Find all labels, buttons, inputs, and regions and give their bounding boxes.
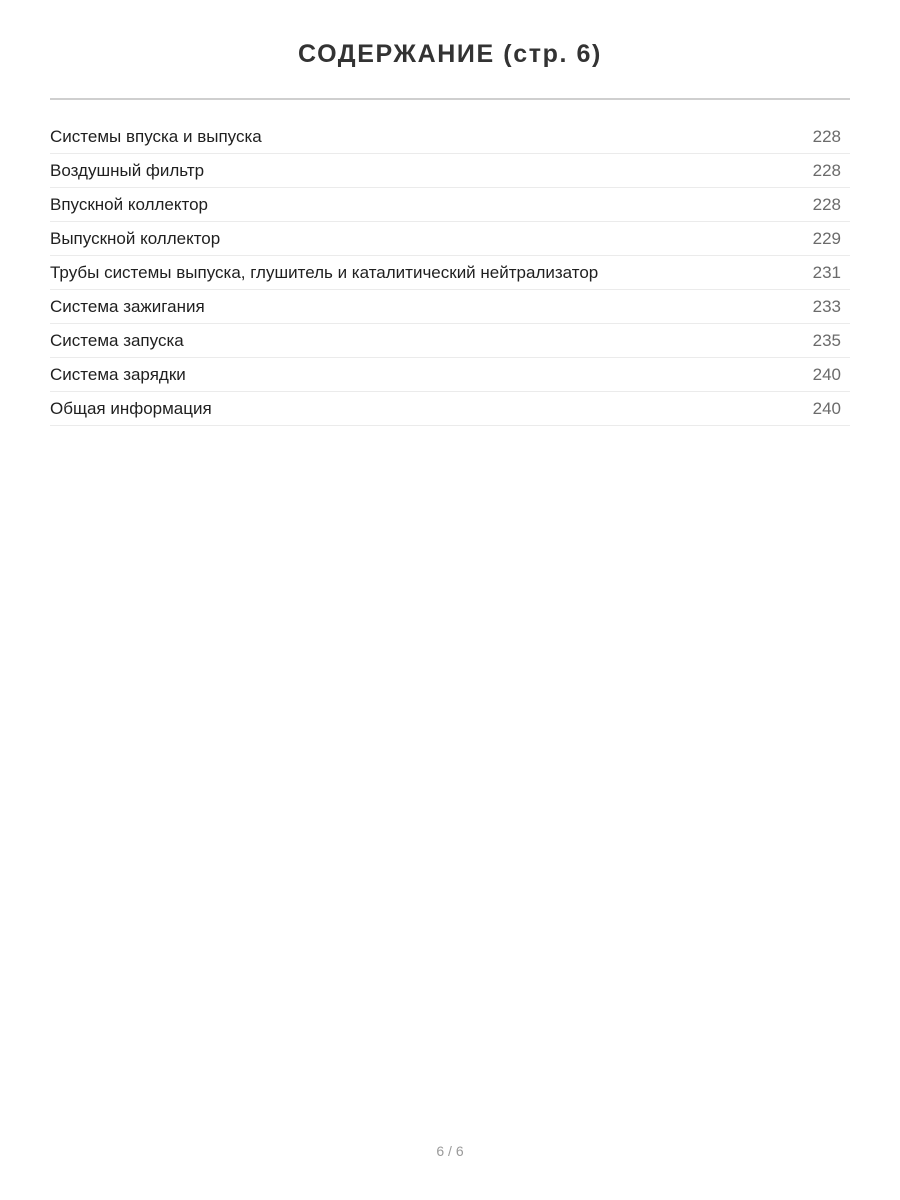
toc-entry-page-number: 233	[812, 296, 841, 316]
toc-entry-label: Система зажигания	[50, 296, 205, 316]
toc-entry-label: Выпускной коллектор	[50, 228, 221, 248]
toc-entry-page-number: 228	[812, 126, 841, 146]
toc-entry-page-number: 235	[812, 330, 841, 350]
toc-entry-exhaust-manifold[interactable]	[50, 222, 850, 256]
toc-entry-exhaust-pipes-muffler-catalyst[interactable]	[50, 256, 850, 290]
toc-entry-label: Система зарядки	[50, 364, 186, 384]
toc-entry-page-number: 240	[812, 398, 841, 418]
toc-entry-page-number: 240	[812, 364, 841, 384]
toc-entry-charging-system[interactable]	[50, 358, 850, 392]
toc-entry-page-number: 228	[812, 194, 841, 214]
title-divider	[50, 98, 850, 100]
toc-entry-air-filter[interactable]	[50, 154, 850, 188]
toc-entry-page-number: 229	[812, 228, 841, 248]
toc-entry-general-information[interactable]	[50, 392, 850, 426]
toc-entry-page-number: 228	[812, 160, 841, 180]
toc-entry-label: Воздушный фильтр	[50, 160, 205, 180]
toc-entry-label: Системы впуска и выпуска	[50, 126, 262, 146]
page-indicator: 6 / 6	[436, 1143, 464, 1159]
toc-entry-label: Трубы системы выпуска, глушитель и каталитический нейтрализатор	[50, 262, 599, 282]
toc-entry-label: Общая информация	[50, 398, 212, 418]
toc-entry-label: Система запуска	[50, 330, 184, 350]
toc-list	[50, 120, 850, 426]
toc-entry-ignition-system[interactable]	[50, 290, 850, 324]
toc-entry-intake-exhaust-systems[interactable]	[50, 120, 850, 154]
page-title: СОДЕРЖАНИЕ (стр. 6)	[298, 40, 602, 68]
toc-entry-label: Впускной коллектор	[50, 194, 208, 214]
toc-entry-intake-manifold[interactable]	[50, 188, 850, 222]
toc-entry-starting-system[interactable]	[50, 324, 850, 358]
toc-entry-page-number: 231	[812, 262, 841, 282]
